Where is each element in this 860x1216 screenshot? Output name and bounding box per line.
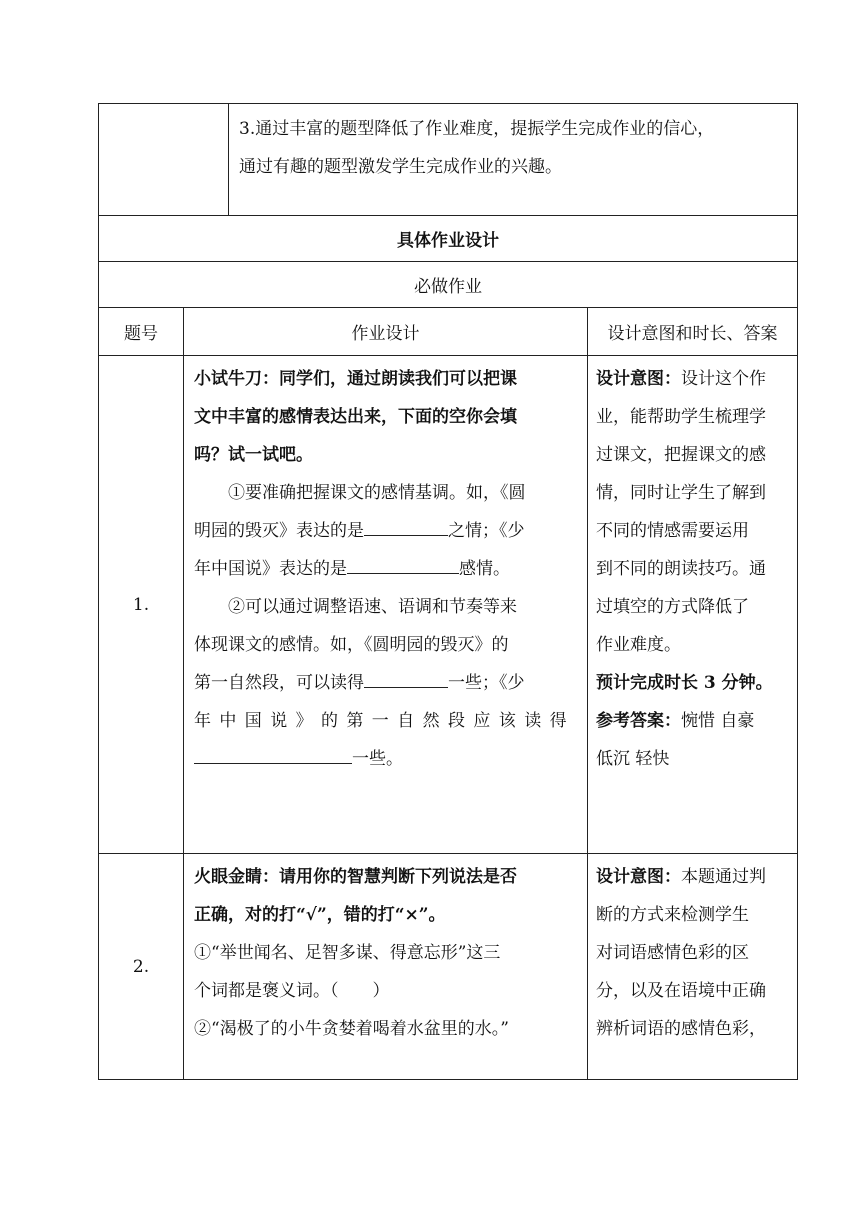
section-title: 具体作业设计 bbox=[99, 216, 798, 262]
q1-answer-line bbox=[596, 702, 791, 740]
q1-item2-line: ②可以通过调整语速、语调和节奏等来 bbox=[228, 597, 517, 617]
q1-answer-line: 低沉 轻快 bbox=[596, 749, 670, 769]
q1-prompt-line: 小试牛刀：同学们，通过朗读我们可以把课 bbox=[194, 369, 517, 389]
homework-table bbox=[98, 103, 798, 1080]
q2-intent-line: 对词语感情色彩的区 bbox=[596, 943, 749, 963]
question-2-design bbox=[184, 854, 588, 1080]
intro-text-cell bbox=[229, 104, 798, 216]
question-2-intent bbox=[588, 854, 798, 1080]
q1-intent-line bbox=[596, 360, 791, 398]
subsection-title-row bbox=[99, 262, 798, 308]
q2-intent-label: 设计意图： bbox=[596, 867, 681, 887]
q1-time: 预计完成时长 3 分钟。 bbox=[596, 673, 773, 693]
q1-item1-text: 感情。 bbox=[459, 559, 510, 579]
q1-intent-line: 过课文，把握课文的感 bbox=[596, 445, 766, 465]
question-2-row bbox=[99, 854, 798, 1080]
q2-prompt-line: 正确，对的打“√”，错的打“×”。 bbox=[194, 905, 446, 925]
intro-line: 通过有趣的题型激发学生完成作业的兴趣。 bbox=[239, 157, 562, 177]
q2-intent-line: 断的方式来检测学生 bbox=[596, 905, 749, 925]
fill-blank[interactable] bbox=[364, 686, 448, 688]
q1-intent-text: 设计这个作 bbox=[681, 369, 766, 389]
q1-item2-text: 一些；《少 bbox=[448, 673, 525, 693]
question-1-design bbox=[184, 356, 588, 854]
q2-intent-line bbox=[596, 858, 791, 896]
section-title-row bbox=[99, 216, 798, 262]
q1-intent-line: 不同的情感需要运用 bbox=[596, 521, 749, 541]
fill-blank[interactable] bbox=[194, 762, 352, 764]
question-1-number: 1. bbox=[99, 356, 184, 854]
q1-intent-label: 设计意图： bbox=[596, 369, 681, 389]
fill-blank[interactable] bbox=[347, 572, 459, 574]
intro-line: 3.通过丰富的题型降低了作业难度，提振学生完成作业的信心， bbox=[239, 119, 715, 139]
fill-blank[interactable] bbox=[364, 534, 448, 536]
q1-answer-label: 参考答案： bbox=[596, 711, 681, 731]
q2-item-line: 个词都是褒义词。（ ） bbox=[194, 981, 390, 1001]
q2-intent-line: 辨析词语的感情色彩， bbox=[596, 1019, 766, 1039]
q1-item2-line bbox=[194, 664, 579, 702]
q1-prompt-line: 文中丰富的感情表达出来，下面的空你会填 bbox=[194, 407, 517, 427]
q1-intent-line: 过填空的方式降低了 bbox=[596, 597, 749, 617]
q1-item2-line: 体现课文的感情。如，《圆明园的毁灭》的 bbox=[194, 635, 509, 655]
q1-item1-line: ①要准确把握课文的感情基调。如，《圆 bbox=[228, 483, 526, 503]
q1-item1-line bbox=[194, 550, 579, 588]
header-design: 作业设计 bbox=[184, 308, 588, 356]
q1-item1-text: 之情；《少 bbox=[448, 521, 525, 541]
q1-item1-line bbox=[194, 512, 579, 550]
q1-answer-text: 惋惜 自豪 bbox=[681, 711, 755, 731]
q2-prompt-line: 火眼金睛：请用你的智慧判断下列说法是否 bbox=[194, 867, 517, 887]
q1-intent-line: 到不同的朗读技巧。通 bbox=[596, 559, 766, 579]
q1-intent-line: 情，同时让学生了解到 bbox=[596, 483, 766, 503]
q1-item2-text: 一些。 bbox=[352, 749, 403, 769]
question-2-number: 2. bbox=[99, 854, 184, 1080]
q2-intent-line: 分，以及在语境中正确 bbox=[596, 981, 766, 1001]
header-intent: 设计意图和时长、答案 bbox=[588, 308, 798, 356]
q1-item1-text: 年中国说》表达的是 bbox=[194, 559, 347, 579]
q1-item2-line bbox=[194, 740, 579, 778]
header-number: 题号 bbox=[99, 308, 184, 356]
q1-prompt-line: 吗？试一试吧。 bbox=[194, 445, 313, 465]
q2-intent-text: 本题通过判 bbox=[681, 867, 766, 887]
q1-item2-line: 年中国说》的第一自然段应该读得 bbox=[194, 711, 575, 731]
question-1-intent bbox=[588, 356, 798, 854]
q1-intent-line: 业，能帮助学生梳理学 bbox=[596, 407, 766, 427]
question-1-row bbox=[99, 356, 798, 854]
q1-item1-text: 明园的毁灭》表达的是 bbox=[194, 521, 364, 541]
intro-left-cell bbox=[99, 104, 229, 216]
subsection-title: 必做作业 bbox=[99, 262, 798, 308]
q2-item-line: ②“渴极了的小牛贪婪着喝着水盆里的水。” bbox=[194, 1019, 509, 1039]
q1-item2-text: 第一自然段，可以读得 bbox=[194, 673, 364, 693]
intro-row bbox=[99, 104, 798, 216]
header-row bbox=[99, 308, 798, 356]
q1-intent-line: 作业难度。 bbox=[596, 635, 681, 655]
homework-design-page bbox=[98, 103, 797, 1080]
q2-item-line: ①“举世闻名、足智多谋、得意忘形”这三 bbox=[194, 943, 501, 963]
